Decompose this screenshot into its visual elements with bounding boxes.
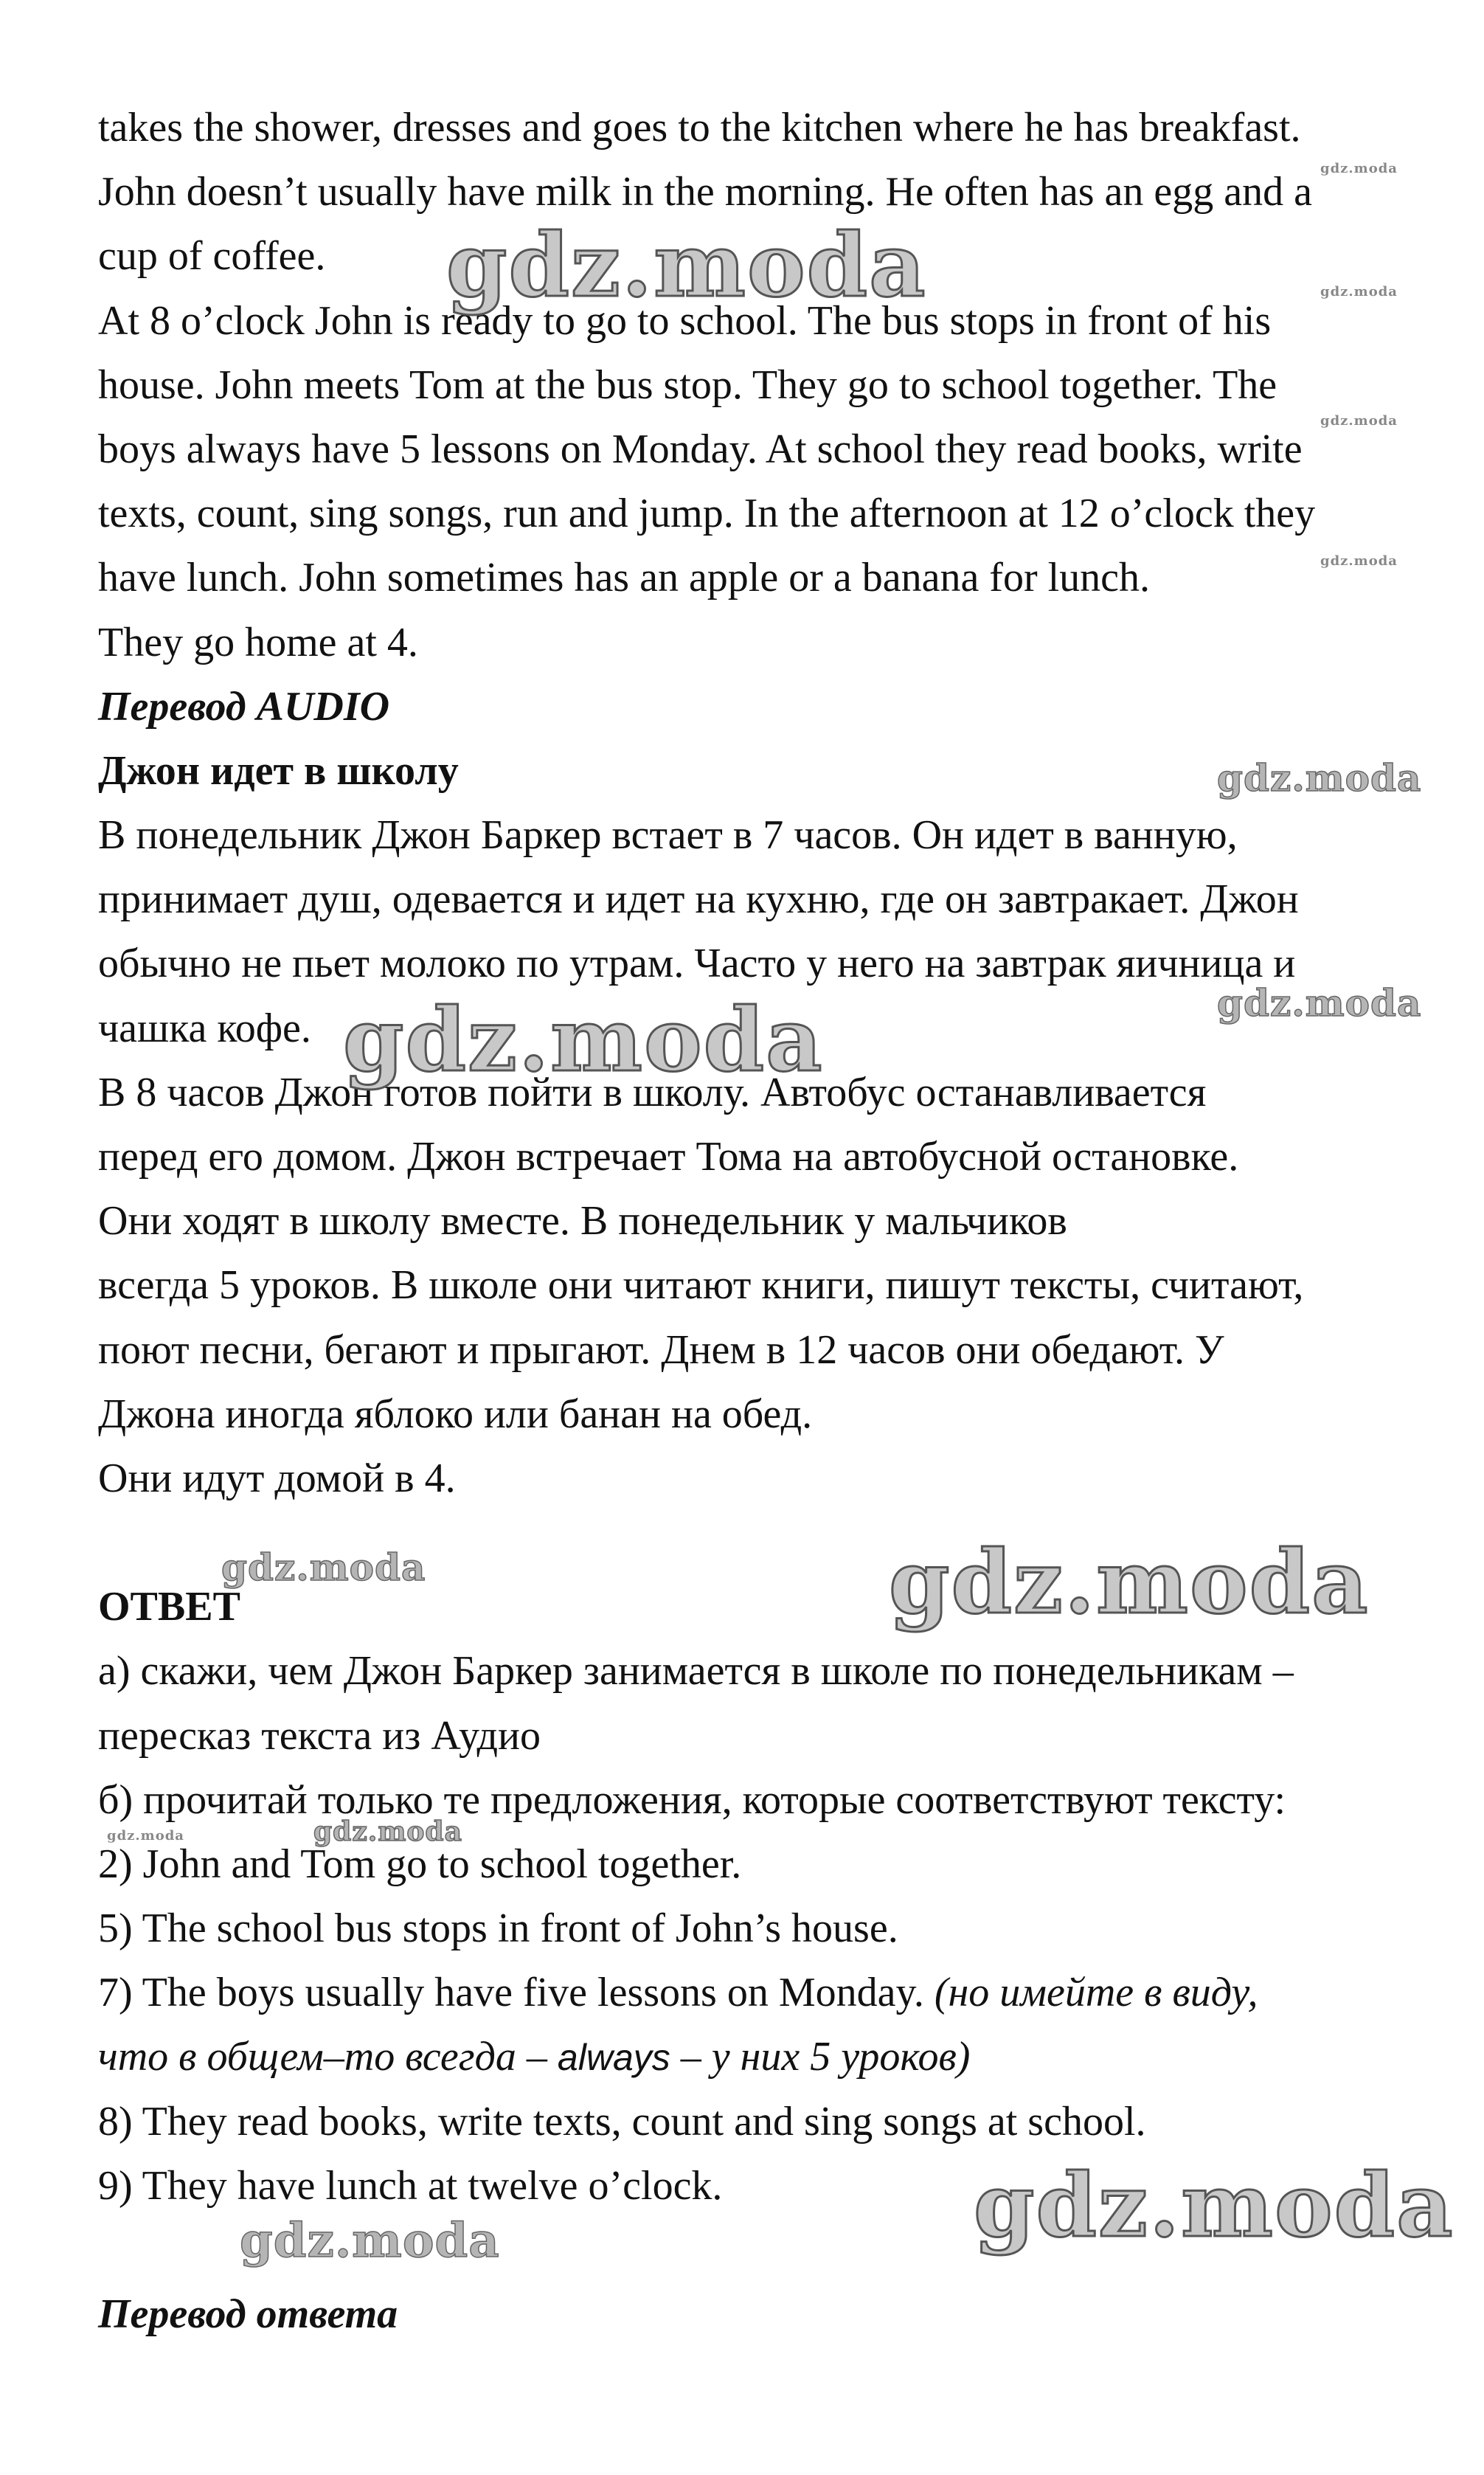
answer-item-5: 5) The school bus stops in front of John’s house. (98, 1905, 898, 1952)
watermark-logo: gdz.moda (1320, 161, 1398, 176)
answer-item-8: 8) They read books, write texts, count and sing songs at school. (98, 2098, 1146, 2145)
text-line: чашка кофе. (98, 1005, 311, 1051)
text-line: boys always have 5 lessons on Monday. At school they read books, write (98, 426, 1303, 472)
note-text: что в общем–то всегда – (98, 2034, 558, 2080)
text-line: They go home at 4. (98, 619, 418, 665)
text-line: В понедельник Джон Баркер встает в 7 часов. Он идет в ванную, (98, 812, 1238, 859)
text-line: перед его домом. Джон встречает Тома на автобусной остановке. (98, 1134, 1239, 1180)
watermark-logo: gdz.moda (1320, 284, 1398, 300)
watermark-logo: gdz.moda (240, 2213, 500, 2268)
text-line: поют песни, бегают и прыгают. Днем в 12 часов они обедают. У (98, 1326, 1224, 1373)
text-line: Они идут домой в 4. (98, 1455, 456, 1501)
text-line: В 8 часов Джон готов пойти в школу. Автобус останавливается (98, 1069, 1207, 1115)
answer-item-9: 9) They have lunch at twelve o’clock. (98, 2162, 723, 2209)
answer-item-7-note: (но имейте в виду, (934, 1970, 1258, 2016)
watermark-logo: gdz.moda (107, 1828, 184, 1844)
text-line: John doesn’t usually have milk in the morning. He often has an egg and a (98, 169, 1312, 215)
translation-title: Джон идет в школу (98, 747, 459, 794)
translation-text (98, 803, 1404, 1511)
watermark-logo: gdz.moda (446, 214, 927, 316)
text-line: Они ходят в школу вместе. В понедельник у мальчиков (98, 1198, 1067, 1245)
text-line: Джона иногда яблоко или банан на обед. (98, 1391, 813, 1437)
watermark-logo: gdz.moda (1320, 413, 1398, 429)
watermark-logo: gdz.moda (974, 2154, 1454, 2257)
text-line: принимает душ, одевается и идет на кухню, где он завтракает. Джон (98, 876, 1299, 923)
note-always: always (557, 2037, 670, 2079)
text-line: cup of coffee. (98, 233, 326, 280)
text-line: At 8 o’clock John is ready to go to school. The bus stops in front of his (98, 297, 1272, 344)
answer-item-7-text: 7) The boys usually have five lessons on Monday. (98, 1970, 924, 2016)
translation-heading: Перевод AUDIO (98, 683, 390, 730)
answer-a-line: пересказ текста из Аудио (98, 1712, 541, 1759)
answer-item-2: 2) John and Tom go to school together. (98, 1841, 742, 1887)
watermark-logo: gdz.moda (1320, 553, 1398, 569)
watermark-logo: gdz.moda (1217, 756, 1422, 800)
answer-item-7 (98, 1961, 1404, 2025)
english-text (98, 96, 1404, 675)
watermark-logo: gdz.moda (889, 1531, 1370, 1633)
answer-item-7-note-line (98, 2025, 1404, 2089)
document-page (98, 96, 1404, 2347)
text-line: texts, count, sing songs, run and jump. In the afternoon at 12 o’clock they (98, 491, 1316, 537)
text-line: takes the shower, dresses and goes to the kitchen where he has breakfast. (98, 105, 1301, 150)
text-line: всегда 5 уроков. В школе они читают книги, пишут тексты, считают, (98, 1262, 1304, 1309)
note-text: – у них 5 уроков) (670, 2034, 971, 2080)
text-line: обычно не пьет молоко по утрам. Часто у него на завтрак яичница и (98, 941, 1296, 987)
answer-translation-heading: Перевод ответа (98, 2291, 398, 2337)
answer-b-line: б) прочитай только те предложения, которые соответствуют тексту: (98, 1776, 1286, 1823)
watermark-logo: gdz.moda (343, 989, 824, 1091)
answer-heading: ОТВЕТ (98, 1584, 240, 1630)
watermark-logo: gdz.moda (221, 1545, 426, 1589)
text-line: house. John meets Tom at the bus stop. They go to school together. The (98, 361, 1277, 408)
watermark-logo: gdz.moda (1217, 981, 1422, 1025)
answer-a-line: а) скажи, чем Джон Баркер занимается в школе по понедельникам – (98, 1648, 1294, 1695)
text-line: have lunch. John sometimes has an apple or a banana for lunch. (98, 555, 1151, 601)
watermark-logo: gdz.moda (313, 1816, 462, 1847)
